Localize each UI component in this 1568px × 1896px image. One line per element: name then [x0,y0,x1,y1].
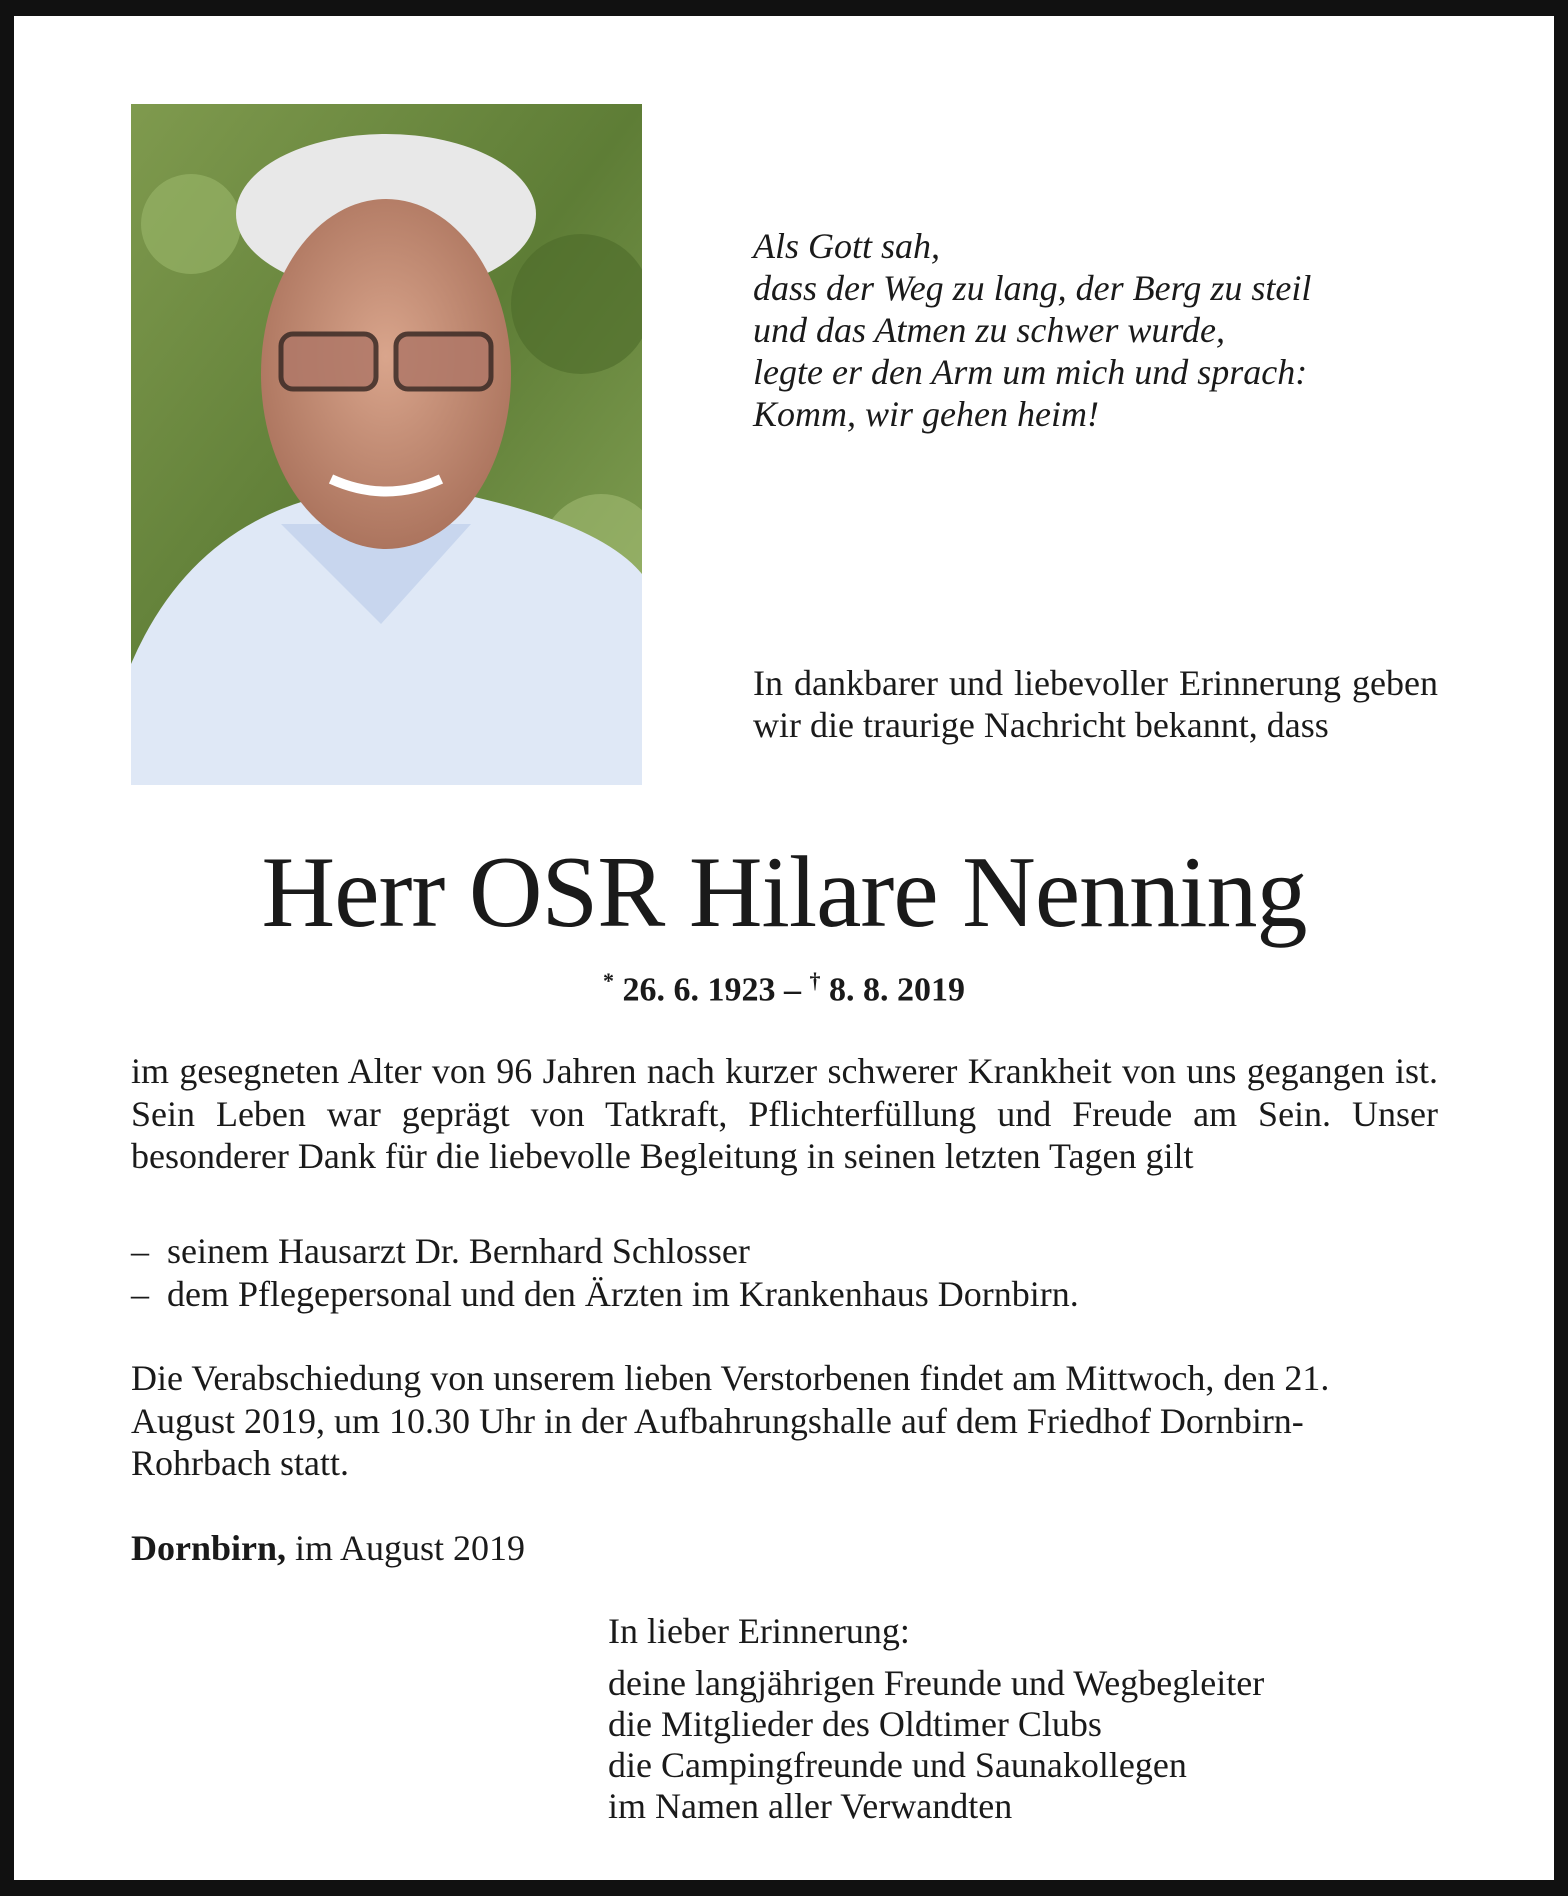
body-text: im gesegneten Alter von 96 Jahren nach kurzer schwerer Krankheit von uns gegangen ist. Sein Leben war geprägt von Tatkraft, Pflichterfüllung und Freude am Sein. Unser besonderer Dank für die liebevolle Begleitung in seinen letzten Tagen gilt [131,1051,1438,1176]
intro-text: In dankbarer und liebevoller Erinnerung geben wir die traurige Nachricht bekannt, dass [753,663,1438,745]
signature-line: die Campingfreunde und Saunakollegen [608,1745,1187,1785]
birth-date: 26. 6. 1923 [622,971,776,1009]
birth-symbol: * [603,968,614,993]
poem-line: und das Atmen zu schwer wurde, [753,310,1225,350]
poem-line: Komm, wir gehen heim! [753,394,1099,434]
signature-line: die Mitglieder des Oldtimer Clubs [608,1704,1102,1744]
place-date [131,1527,525,1569]
death-symbol: † [809,968,821,993]
list-item [131,1230,1079,1273]
signature-line: deine langjährigen Freunde und Wegbegleiter [608,1663,1265,1703]
life-dates [0,968,1568,1009]
signature-line: im Namen aller Verwandten [608,1786,1013,1826]
poem [753,225,1311,435]
list-item-text: dem Pflegepersonal und den Ärzten im Krankenhaus Dornbirn. [167,1274,1079,1314]
deceased-name: Herr OSR Hilare Nenning [261,836,1307,949]
ceremony-text: Die Verabschiedung von unserem lieben Verstorbenen findet am Mittwoch, den 21. August 2019, um 10.30 Uhr in der Aufbahrungshalle auf dem Friedhof Dornbirn-Rohrbach statt. [131,1358,1330,1483]
poem-line: Als Gott sah, [753,226,941,266]
death-date: 8. 8. 2019 [829,971,965,1009]
city: Dornbirn, [131,1528,287,1568]
date: im August 2019 [286,1528,526,1568]
poem-line: legte er den Arm um mich und sprach: [753,352,1308,392]
list-item-text: seinem Hausarzt Dr. Bernhard Schlosser [167,1231,750,1271]
thanks-list [131,1230,1079,1316]
list-item [131,1273,1079,1316]
signature-heading: In lieber Erinnerung: [608,1611,910,1651]
dash: – [131,1274,149,1314]
portrait-photo [131,104,642,785]
dash: – [131,1231,149,1271]
poem-line: dass der Weg zu lang, der Berg zu steil [753,268,1312,308]
signature-block [608,1611,1264,1827]
date-separator: – [775,971,810,1009]
